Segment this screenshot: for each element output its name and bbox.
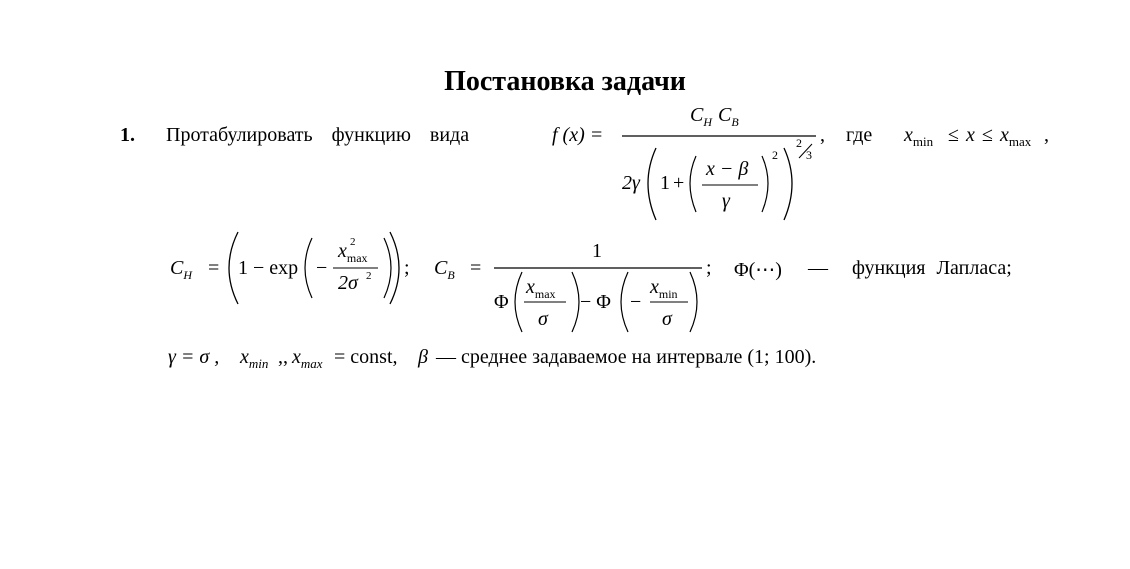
- laplace-text: функция Лапласа;: [852, 257, 1012, 279]
- range-xmin: $x_{min}$: [904, 124, 934, 149]
- dash: —: [808, 257, 828, 279]
- minus-phi: − Φ: [580, 291, 611, 313]
- range-x: x: [966, 124, 975, 146]
- line3-xmax: $x_{max}$: [292, 346, 323, 371]
- exp-right-paren: [384, 238, 391, 298]
- phi1-left-paren: [515, 272, 522, 332]
- phi2-right-paren: [690, 272, 697, 332]
- inner-square: 2: [772, 148, 778, 162]
- exp-den-sup: 2: [366, 270, 372, 282]
- phi2-left-paren: [621, 272, 628, 332]
- exp-minus: −: [316, 257, 328, 279]
- phi1-right-paren: [572, 272, 579, 332]
- phi2-den: σ: [662, 308, 672, 330]
- cb-lhs: $C_B$: [434, 257, 455, 282]
- denominator-coef: 2γ: [622, 172, 640, 194]
- numerator-ch: $C_H$: [690, 104, 713, 129]
- range-le-2: ≤: [982, 124, 993, 146]
- line3-xmin: $x_{min}$: [240, 346, 269, 371]
- exp-left-paren: [305, 238, 312, 298]
- ch-left-paren: [229, 232, 238, 304]
- phi1-num: $x_{max}$: [526, 276, 556, 301]
- x-minus-beta: x − β: [706, 158, 749, 180]
- line3-beta: β: [418, 346, 428, 368]
- task-intro: Протабулировать функцию вида: [166, 124, 470, 146]
- line3-const: = const,: [334, 346, 398, 368]
- one-minus-exp: 1 − exp: [238, 257, 299, 279]
- phi1-den: σ: [538, 308, 548, 330]
- exp-num: 2: [796, 136, 802, 150]
- big-left-paren: [648, 148, 656, 220]
- exp-num-sup: 2: [350, 236, 356, 248]
- phi-1: Φ: [494, 291, 509, 313]
- range-xmax: $x_{max}$: [1000, 124, 1032, 149]
- big-right-paren: [784, 148, 792, 220]
- cb-num: 1: [592, 240, 602, 262]
- denominator-one: 1: [660, 172, 670, 194]
- exp-den: 3: [806, 148, 812, 162]
- page-title: Постановка задачи: [444, 66, 686, 97]
- task-number: 1.: [120, 124, 135, 146]
- comma-2: ,: [1044, 124, 1049, 146]
- range-le-1: ≤: [948, 124, 959, 146]
- exp-den: 2σ: [338, 272, 358, 294]
- denominator-plus: +: [673, 172, 685, 194]
- line3-rest: — среднее задаваемое на интервале (1; 100).: [436, 346, 817, 368]
- exp-num-x: $x_{max}$: [338, 240, 368, 265]
- semicolon-1: ;: [404, 257, 410, 279]
- inner-left-paren: [690, 156, 696, 212]
- comma-1: ,: [820, 124, 825, 146]
- gamma-sigma: γ = σ ,: [168, 346, 220, 368]
- numerator-cb: $C_B$: [718, 104, 739, 129]
- cb-eq: =: [470, 257, 482, 279]
- phi2-minus: −: [630, 291, 642, 313]
- ch-lhs: $C_H$: [170, 257, 193, 282]
- where-word: где: [846, 124, 873, 146]
- inner-right-paren: [762, 156, 768, 212]
- semicolon-2: ;: [706, 257, 712, 279]
- function-lhs: f (x) =: [552, 124, 604, 146]
- phi2-num: $x_{min}$: [650, 276, 678, 301]
- line3-sep: ,,: [278, 346, 288, 368]
- gamma-den: γ: [722, 190, 730, 212]
- ch-eq: =: [208, 257, 220, 279]
- phi-dots: Φ(⋯): [734, 259, 782, 281]
